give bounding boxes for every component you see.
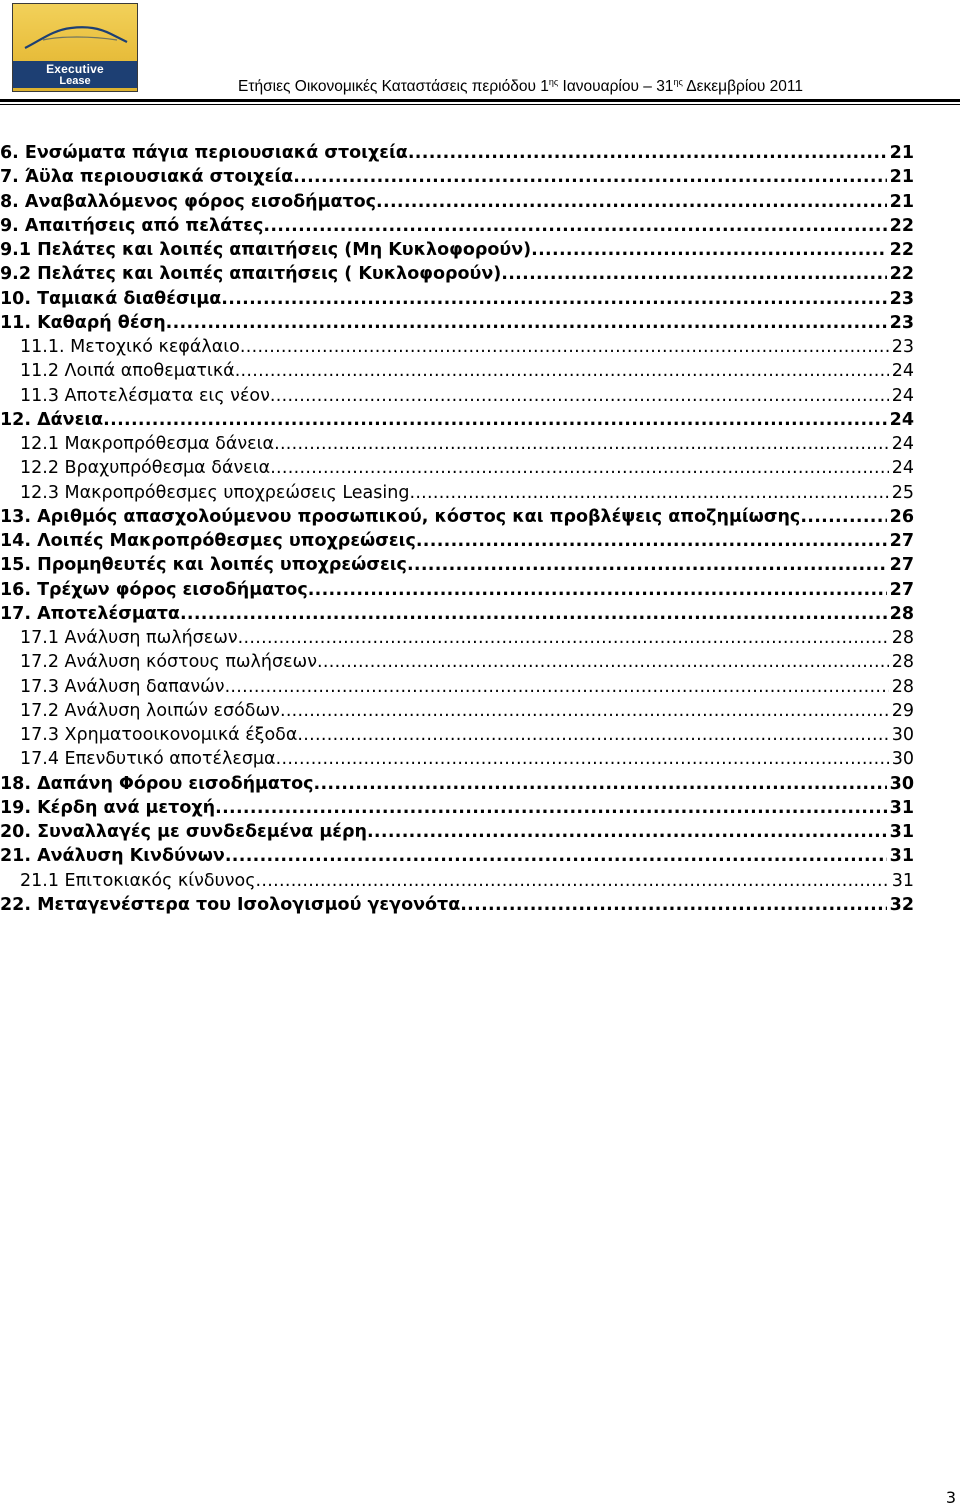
toc-dot-leader (270, 384, 889, 408)
toc-dot-leader (166, 311, 887, 335)
toc-entry-title: 12.3 Μακροπρόθεσμες υποχρεώσεις Leasing (20, 482, 410, 503)
toc-entry-page: 21 (889, 143, 914, 163)
toc-entry-title: 17.1 Ανάλυση πωλήσεων (20, 628, 238, 648)
toc-entry-page: 30 (891, 749, 914, 770)
toc-entry[interactable] (0, 432, 914, 456)
toc-entry-page: 27 (889, 531, 914, 551)
toc-entry-page: 21 (889, 191, 914, 212)
toc-dot-leader (408, 141, 887, 165)
toc-dot-leader (256, 869, 889, 893)
toc-dot-leader (407, 553, 887, 577)
toc-entry-page: 29 (891, 700, 914, 721)
toc-entry-title: 11.3 Αποτελέσματα εις νέον (20, 385, 270, 406)
toc-entry-page: 23 (891, 337, 914, 357)
toc-entry-title: 18. Δαπάνη Φόρου εισοδήματος (0, 773, 314, 794)
toc-entry[interactable] (0, 796, 914, 820)
toc-entry-page: 24 (891, 385, 914, 406)
toc-entry[interactable] (0, 287, 914, 311)
toc-entry-title: 12.2 Βραχυπρόθεσμα δάνεια (20, 458, 271, 479)
toc-entry[interactable] (0, 602, 914, 626)
toc-entry[interactable] (0, 214, 914, 238)
logo-text-line1: Executive (46, 62, 104, 76)
toc-entry[interactable] (0, 723, 914, 747)
title-part3: Δεκεμβρίου 2011 (682, 78, 803, 95)
toc-entry-page: 27 (889, 555, 914, 576)
toc-dot-leader (215, 796, 887, 820)
toc-entry[interactable] (0, 844, 914, 868)
toc-entry-title: 9.1 Πελάτες και λοιπές απαιτήσεις (Μη Κυκλοφορούν) (0, 240, 532, 260)
toc-entry[interactable] (0, 869, 914, 893)
toc-entry-title: 21.1 Επιτοκιακός κίνδυνος (20, 870, 256, 891)
title-superscript-1: ης (548, 77, 559, 87)
toc-entry-title: 21. Ανάλυση Κινδύνων (0, 846, 225, 867)
toc-entry-title: 9.2 Πελάτες και λοιπές απαιτήσεις ( Κυκλοφορούν) (0, 264, 502, 285)
toc-dot-leader (103, 408, 886, 432)
toc-dot-leader (293, 165, 886, 189)
toc-entry[interactable] (0, 481, 914, 505)
toc-entry-title: 12.1 Μακροπρόθεσμα δάνεια (20, 434, 275, 454)
toc-entry-title: 11. Καθαρή θέση (0, 312, 166, 333)
toc-entry-title: 7. Άϋλα περιουσιακά στοιχεία (0, 167, 294, 188)
toc-entry-page: 24 (891, 361, 914, 382)
toc-entry-title: 10. Ταμιακά διαθέσιμα (0, 288, 222, 309)
toc-entry-page: 31 (889, 846, 914, 867)
toc-entry[interactable] (0, 772, 914, 796)
toc-entry-page: 22 (889, 240, 914, 260)
toc-entry-title: 11.2 Λοιπά αποθεματικά (20, 361, 235, 382)
toc-dot-leader (501, 262, 886, 286)
toc-entry-title: 19. Κέρδη ανά μετοχή (0, 797, 216, 818)
toc-entry[interactable] (0, 408, 914, 432)
toc-entry[interactable] (0, 699, 914, 723)
toc-entry-title: 16. Τρέχων φόρος εισοδήματος (0, 579, 308, 600)
toc-entry-page: 23 (889, 312, 914, 333)
toc-dot-leader (221, 287, 886, 311)
toc-dot-leader (270, 456, 889, 480)
toc-dot-leader (240, 335, 889, 359)
toc-dot-leader (297, 723, 888, 747)
toc-dot-leader (235, 359, 889, 383)
toc-entry[interactable] (0, 553, 914, 577)
toc-dot-leader (180, 602, 887, 626)
title-superscript-2: ης (673, 77, 683, 87)
toc-entry[interactable] (0, 141, 914, 165)
toc-dot-leader (314, 772, 887, 796)
toc-dot-leader (276, 747, 889, 771)
toc-entry-page: 28 (891, 652, 914, 673)
title-part2: Ιανουαρίου – 31 (558, 78, 674, 95)
toc-entry[interactable] (0, 626, 914, 650)
toc-entry-title: 17.2 Ανάλυση λοιπών εσόδων (20, 700, 280, 721)
toc-entry-title: 22. Μεταγενέστερα του Ισολογισμού γεγονότα (0, 894, 461, 915)
toc-entry[interactable] (0, 456, 914, 480)
toc-entry[interactable] (0, 529, 914, 553)
toc-entry-page: 28 (891, 676, 914, 697)
toc-entry-title: 6. Ενσώματα πάγια περιουσιακά στοιχεία (0, 143, 408, 163)
toc-entry-title: 17.3 Ανάλυση δαπανών (20, 676, 225, 697)
toc-dot-leader (367, 820, 887, 844)
toc-entry-page: 22 (889, 264, 914, 285)
toc-entry-page: 24 (889, 409, 914, 430)
header-divider (0, 99, 960, 105)
page-number: 3 (945, 1488, 956, 1507)
toc-entry-title: 9. Απαιτήσεις από πελάτες (0, 215, 264, 236)
toc-dot-leader (376, 190, 887, 214)
toc-entry-title: 8. Αναβαλλόμενος φόρος εισοδήματος (0, 191, 377, 212)
toc-entry[interactable] (0, 262, 914, 286)
toc-entry-title: 20. Συναλλαγές με συνδεδεμένα μέρη (0, 822, 367, 842)
toc-entry-title: 15. Προμηθευτές και λοιπές υποχρεώσεις (0, 555, 407, 576)
toc-entry-page: 27 (889, 579, 914, 600)
toc-entry[interactable] (0, 238, 914, 262)
logo-text-line2: Lease (59, 75, 91, 87)
toc-dot-leader (238, 626, 889, 650)
toc-entry-title: 12. Δάνεια (0, 409, 104, 430)
toc-entry[interactable] (0, 893, 914, 917)
toc-entry[interactable] (0, 675, 914, 699)
toc-entry[interactable] (0, 650, 914, 674)
toc-dot-leader (308, 578, 887, 602)
toc-entry-title: 11.1. Μετοχικό κεφάλαιο (20, 337, 240, 357)
toc-dot-leader (225, 844, 887, 868)
toc-entry-page: 28 (889, 603, 914, 624)
toc-entry-page: 30 (891, 725, 914, 745)
logo-band (13, 61, 137, 88)
page-header (0, 0, 960, 104)
toc-dot-leader (800, 505, 886, 529)
toc-entry-title: 17.4 Επενδυτικό αποτέλεσμα (20, 749, 276, 770)
toc-entry[interactable] (0, 359, 914, 383)
toc-entry[interactable] (0, 820, 914, 844)
toc-entry[interactable] (0, 190, 914, 214)
toc-entry-page: 31 (889, 797, 914, 818)
toc-entry[interactable] (0, 747, 914, 771)
car-silhouette-icon (21, 18, 131, 58)
title-part1: Ετήσιες Οικονομικές Καταστάσεις περιόδου 1 (237, 78, 549, 95)
toc-entry-page: 21 (889, 167, 914, 188)
executive-lease-logo (12, 3, 138, 92)
toc-entry-page: 31 (891, 870, 914, 891)
toc-dot-leader (280, 699, 889, 723)
toc-entry[interactable] (0, 311, 914, 335)
toc-dot-leader (263, 214, 886, 238)
toc-entry-page: 22 (889, 215, 914, 236)
toc-dot-leader (460, 893, 886, 917)
toc-entry-page: 23 (889, 288, 914, 309)
document-title (238, 77, 803, 96)
toc-entry-page: 24 (891, 458, 914, 479)
toc-dot-leader (317, 650, 889, 674)
toc-dot-leader (225, 675, 889, 699)
toc-entry[interactable] (0, 165, 914, 189)
toc-entry-page: 25 (891, 482, 914, 503)
toc-entry-title: 17. Αποτελέσματα (0, 603, 180, 624)
toc-entry[interactable] (0, 505, 914, 529)
toc-entry-title: 14. Λοιπές Μακροπρόθεσμες υποχρεώσεις (0, 531, 416, 551)
toc-dot-leader (531, 238, 886, 262)
toc-entry-title: 17.3 Χρηματοοικονομικά έξοδα (20, 725, 298, 745)
toc-entry-title: 17.2 Ανάλυση κόστους πωλήσεων (20, 652, 317, 673)
toc-entry[interactable] (0, 384, 914, 408)
toc-entry-page: 31 (889, 822, 914, 842)
toc-entry-page: 30 (889, 773, 914, 794)
toc-dot-leader (274, 432, 889, 456)
toc-entry[interactable] (0, 578, 914, 602)
toc-entry-page: 26 (889, 506, 914, 527)
toc-dot-leader (416, 529, 887, 553)
toc-entry-title: 13. Αριθμός απασχολούμενου προσωπικού, κόστος και προβλέψεις αποζημίωσης (0, 506, 801, 527)
toc-entry-page: 32 (889, 894, 914, 915)
toc-dot-leader (409, 481, 888, 505)
toc-entry[interactable] (0, 335, 914, 359)
toc-entry-page: 24 (891, 434, 914, 454)
table-of-contents (0, 141, 960, 917)
toc-entry-page: 28 (891, 628, 914, 648)
